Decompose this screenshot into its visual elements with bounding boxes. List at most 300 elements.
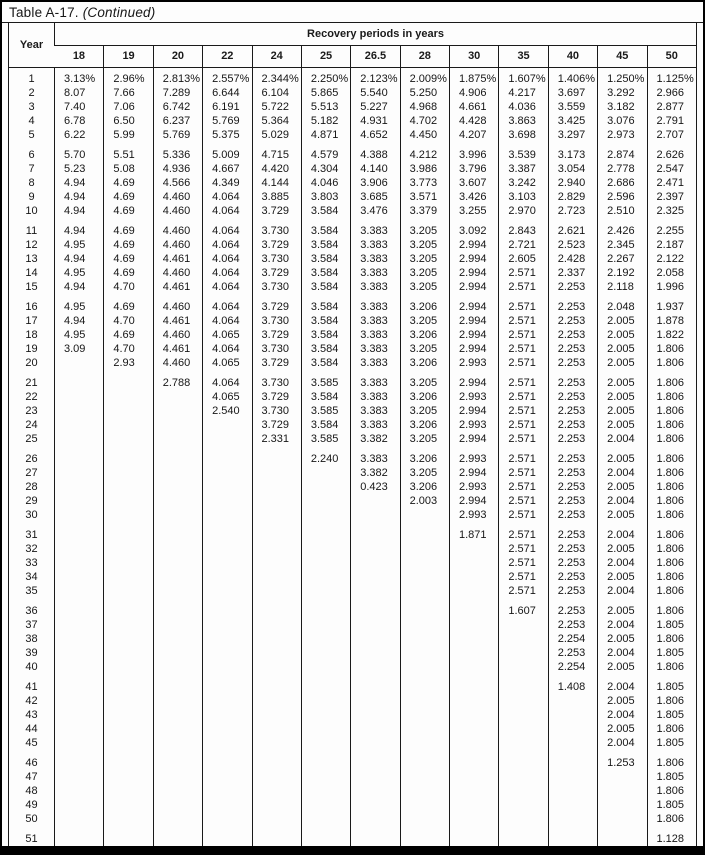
table-row-year-3	[9, 100, 697, 114]
value-cell-50yr: 1.806	[647, 784, 697, 798]
value-cell-18yr: 4.94	[55, 190, 104, 204]
value-cell-18yr: 4.94	[55, 280, 104, 294]
value-cell-20yr	[153, 432, 202, 446]
value-cell-50yr: 1.806	[647, 418, 697, 432]
value-cell-35yr: 3.242	[499, 176, 548, 190]
value-cell-19yr	[104, 770, 153, 784]
value-cell-26.5yr	[351, 570, 400, 584]
year-cell: 27	[25, 466, 38, 479]
value-cell-50yr: 2.471	[647, 176, 697, 190]
table-row-year-1	[9, 67, 697, 86]
value-cell-19yr: 2.93	[104, 356, 153, 370]
value-cell-26.5yr: 3.383	[351, 356, 400, 370]
value-cell-26.5yr	[351, 812, 400, 826]
value-cell-18yr: 4.95	[55, 328, 104, 342]
value-cell-45yr: 2.005	[598, 660, 647, 674]
value-cell-19yr	[104, 680, 153, 694]
value-cell-25yr: 5.182	[301, 114, 350, 128]
year-cell: 10	[25, 204, 38, 217]
value-cell-25yr: 5.865	[301, 86, 350, 100]
value-cell-25yr: 3.585	[301, 432, 350, 446]
value-cell-35yr: 2.571	[499, 418, 548, 432]
year-cell: 44	[25, 722, 38, 735]
value-cell-19yr	[104, 646, 153, 660]
col-header-19: 19	[104, 45, 153, 67]
value-cell-35yr: 2.721	[499, 238, 548, 252]
value-cell-50yr: 1.937	[647, 300, 697, 314]
value-cell-28yr: 4.450	[400, 128, 449, 142]
col-header-22: 22	[203, 45, 252, 67]
table-row-year-28	[9, 480, 697, 494]
value-cell-22yr	[203, 494, 252, 508]
value-cell-35yr: 2.571	[499, 556, 548, 570]
value-cell-50yr: 1.806	[647, 494, 697, 508]
value-cell-20yr	[153, 646, 202, 660]
value-cell-45yr: 2.005	[598, 356, 647, 370]
value-cell-22yr	[203, 418, 252, 432]
table-row-year-34	[9, 570, 697, 584]
value-cell-18yr: 8.07	[55, 86, 104, 100]
value-cell-40yr: 3.559	[548, 100, 597, 114]
value-cell-50yr: 1.128	[647, 832, 697, 846]
value-cell-25yr: 3.584	[301, 314, 350, 328]
value-cell-40yr: 2.253	[548, 356, 597, 370]
value-cell-45yr: 2.004	[598, 736, 647, 750]
value-cell-45yr: 2.005	[598, 508, 647, 522]
value-cell-28yr: 3.206	[400, 390, 449, 404]
value-cell-30yr	[450, 812, 499, 826]
value-cell-22yr	[203, 798, 252, 812]
table-row-year-18	[9, 328, 697, 342]
value-cell-24yr: 6.104	[252, 86, 301, 100]
value-cell-24yr: 2.331	[252, 432, 301, 446]
value-cell-22yr: 4.064	[203, 252, 252, 266]
value-cell-22yr: 4.064	[203, 238, 252, 252]
value-cell-20yr	[153, 542, 202, 556]
value-cell-45yr: 2.004	[598, 646, 647, 660]
value-cell-40yr	[548, 784, 597, 798]
year-cell: 17	[25, 314, 38, 327]
value-cell-28yr: 3.205	[400, 376, 449, 390]
value-cell-35yr: 2.571	[499, 466, 548, 480]
value-cell-24yr: 3.729	[252, 418, 301, 432]
value-cell-20yr: 4.461	[153, 314, 202, 328]
value-cell-45yr: 2.005	[598, 480, 647, 494]
value-cell-24yr	[252, 756, 301, 770]
value-cell-45yr: 2.267	[598, 252, 647, 266]
value-cell-35yr: 2.571	[499, 390, 548, 404]
value-cell-19yr	[104, 784, 153, 798]
value-cell-45yr	[598, 812, 647, 826]
value-cell-20yr	[153, 466, 202, 480]
value-cell-25yr	[301, 494, 350, 508]
value-cell-35yr: 1.607	[499, 604, 548, 618]
spacer-cell	[400, 846, 449, 847]
value-cell-20yr: 4.460	[153, 328, 202, 342]
value-cell-19yr	[104, 528, 153, 542]
value-cell-22yr: 5.769	[203, 114, 252, 128]
value-cell-30yr: 2.993	[450, 418, 499, 432]
value-cell-24yr	[252, 708, 301, 722]
value-cell-30yr: 2.994	[450, 280, 499, 294]
value-cell-20yr: 4.936	[153, 162, 202, 176]
table-row-year-33	[9, 556, 697, 570]
value-cell-25yr	[301, 832, 350, 846]
value-cell-35yr: 2.970	[499, 204, 548, 218]
value-cell-26.5yr: 3.383	[351, 452, 400, 466]
table-title-main: Table A-17.	[9, 5, 79, 20]
value-cell-25yr: 4.304	[301, 162, 350, 176]
value-cell-35yr: 2.571	[499, 376, 548, 390]
value-cell-25yr: 3.584	[301, 390, 350, 404]
value-cell-45yr: 2.005	[598, 604, 647, 618]
value-cell-18yr: 4.94	[55, 252, 104, 266]
value-cell-25yr	[301, 618, 350, 632]
value-cell-26.5yr	[351, 708, 400, 722]
value-cell-30yr: 1.871	[450, 528, 499, 542]
value-cell-25yr	[301, 584, 350, 598]
value-cell-45yr: 2.004	[598, 556, 647, 570]
value-cell-35yr: 3.698	[499, 128, 548, 142]
value-cell-24yr: 3.730	[252, 280, 301, 294]
value-cell-35yr: 3.539	[499, 148, 548, 162]
header-columns-row	[9, 45, 697, 67]
value-cell-50yr: 1.806	[647, 480, 697, 494]
value-cell-30yr: 2.994	[450, 252, 499, 266]
table-row-year-14	[9, 266, 697, 280]
value-cell-20yr: 4.461	[153, 342, 202, 356]
value-cell-20yr: 4.566	[153, 176, 202, 190]
value-cell-28yr: 4.968	[400, 100, 449, 114]
value-cell-24yr	[252, 832, 301, 846]
value-cell-30yr: 3.426	[450, 190, 499, 204]
value-cell-28yr	[400, 736, 449, 750]
table-row-year-39	[9, 646, 697, 660]
value-cell-18yr: 4.94	[55, 176, 104, 190]
value-cell-20yr: 6.742	[153, 100, 202, 114]
value-cell-25yr: 5.513	[301, 100, 350, 114]
value-cell-26.5yr	[351, 528, 400, 542]
value-cell-30yr: 3.092	[450, 224, 499, 238]
value-cell-26.5yr	[351, 618, 400, 632]
value-cell-35yr	[499, 722, 548, 736]
value-cell-25yr	[301, 542, 350, 556]
col-header-30: 30	[450, 45, 499, 67]
table-row-year-20	[9, 356, 697, 370]
value-cell-50yr: 1.878	[647, 314, 697, 328]
value-cell-45yr: 3.076	[598, 114, 647, 128]
value-cell-35yr: 2.571	[499, 328, 548, 342]
value-cell-45yr: 3.182	[598, 100, 647, 114]
value-cell-18yr	[55, 812, 104, 826]
value-cell-50yr: 1.805	[647, 798, 697, 812]
value-cell-19yr	[104, 466, 153, 480]
year-cell: 28	[25, 480, 38, 493]
value-cell-35yr: 2.571	[499, 508, 548, 522]
value-cell-22yr: 4.064	[203, 376, 252, 390]
value-cell-22yr	[203, 542, 252, 556]
value-cell-20yr: 4.461	[153, 252, 202, 266]
value-cell-24yr: 3.729	[252, 390, 301, 404]
value-cell-18yr	[55, 432, 104, 446]
value-cell-26.5yr: 5.540	[351, 86, 400, 100]
value-cell-45yr	[598, 770, 647, 784]
spacer-cell	[499, 846, 548, 847]
value-cell-25yr: 3.584	[301, 238, 350, 252]
value-cell-30yr: 2.994	[450, 404, 499, 418]
year-cell: 41	[25, 680, 38, 693]
value-cell-24yr: 5.722	[252, 100, 301, 114]
value-cell-20yr	[153, 390, 202, 404]
value-cell-22yr: 4.064	[203, 300, 252, 314]
value-cell-26.5yr: 3.383	[351, 300, 400, 314]
value-cell-30yr	[450, 798, 499, 812]
table-row-year-27	[9, 466, 697, 480]
value-cell-35yr	[499, 708, 548, 722]
value-cell-26.5yr	[351, 756, 400, 770]
value-cell-18yr: 3.13%	[55, 67, 104, 86]
value-cell-50yr: 1.805	[647, 618, 697, 632]
value-cell-18yr	[55, 770, 104, 784]
value-cell-20yr	[153, 756, 202, 770]
value-cell-50yr: 2.058	[647, 266, 697, 280]
value-cell-18yr: 4.94	[55, 224, 104, 238]
value-cell-22yr: 4.064	[203, 204, 252, 218]
value-cell-50yr: 1.806	[647, 342, 697, 356]
value-cell-18yr	[55, 418, 104, 432]
value-cell-40yr: 2.253	[548, 314, 597, 328]
value-cell-18yr	[55, 646, 104, 660]
value-cell-45yr: 2.426	[598, 224, 647, 238]
value-cell-35yr	[499, 812, 548, 826]
value-cell-24yr	[252, 798, 301, 812]
value-cell-19yr	[104, 556, 153, 570]
value-cell-24yr	[252, 508, 301, 522]
year-cell: 33	[25, 556, 38, 569]
value-cell-40yr: 2.253	[548, 508, 597, 522]
value-cell-22yr: 2.540	[203, 404, 252, 418]
value-cell-45yr: 1.253	[598, 756, 647, 770]
value-cell-19yr	[104, 756, 153, 770]
value-cell-40yr: 1.408	[548, 680, 597, 694]
value-cell-18yr	[55, 480, 104, 494]
year-cell: 51	[25, 832, 38, 845]
value-cell-18yr	[55, 736, 104, 750]
value-cell-30yr	[450, 556, 499, 570]
year-cell: 9	[28, 190, 35, 203]
value-cell-50yr: 1.805	[647, 770, 697, 784]
value-cell-40yr	[548, 722, 597, 736]
value-cell-24yr: 3.729	[252, 238, 301, 252]
value-cell-19yr	[104, 660, 153, 674]
value-cell-25yr	[301, 466, 350, 480]
table-body	[9, 67, 697, 846]
value-cell-25yr	[301, 708, 350, 722]
value-cell-35yr: 2.571	[499, 452, 548, 466]
value-cell-22yr	[203, 784, 252, 798]
col-header-18: 18	[55, 45, 104, 67]
table-row-year-13	[9, 252, 697, 266]
value-cell-25yr: 3.584	[301, 224, 350, 238]
value-cell-18yr	[55, 570, 104, 584]
value-cell-28yr	[400, 618, 449, 632]
value-cell-40yr: 2.253	[548, 528, 597, 542]
value-cell-40yr: 2.428	[548, 252, 597, 266]
value-cell-50yr: 1.806	[647, 466, 697, 480]
value-cell-20yr	[153, 452, 202, 466]
value-cell-50yr: 1.996	[647, 280, 697, 294]
value-cell-28yr	[400, 812, 449, 826]
value-cell-50yr: 1.806	[647, 432, 697, 446]
value-cell-35yr: 3.387	[499, 162, 548, 176]
value-cell-26.5yr: 4.652	[351, 128, 400, 142]
value-cell-24yr	[252, 646, 301, 660]
value-cell-28yr: 3.206	[400, 480, 449, 494]
col-header-28: 28	[400, 45, 449, 67]
value-cell-26.5yr	[351, 798, 400, 812]
value-cell-45yr: 3.292	[598, 86, 647, 100]
table-row-year-5	[9, 128, 697, 142]
table-row-year-36	[9, 604, 697, 618]
value-cell-28yr	[400, 756, 449, 770]
value-cell-18yr	[55, 508, 104, 522]
value-cell-18yr	[55, 452, 104, 466]
value-cell-35yr	[499, 646, 548, 660]
value-cell-18yr: 4.95	[55, 266, 104, 280]
value-cell-30yr	[450, 694, 499, 708]
value-cell-30yr	[450, 708, 499, 722]
value-cell-22yr: 4.064	[203, 190, 252, 204]
value-cell-24yr: 3.730	[252, 342, 301, 356]
value-cell-24yr: 5.029	[252, 128, 301, 142]
value-cell-22yr	[203, 570, 252, 584]
value-cell-24yr	[252, 556, 301, 570]
value-cell-24yr: 5.364	[252, 114, 301, 128]
value-cell-19yr	[104, 632, 153, 646]
value-cell-28yr: 3.205	[400, 314, 449, 328]
value-cell-24yr: 3.729	[252, 328, 301, 342]
value-cell-30yr: 2.993	[450, 508, 499, 522]
value-cell-22yr	[203, 480, 252, 494]
year-cell: 7	[28, 162, 35, 175]
year-cell: 48	[25, 784, 38, 797]
value-cell-19yr: 4.69	[104, 176, 153, 190]
value-cell-18yr: 4.94	[55, 204, 104, 218]
year-cell: 1	[28, 72, 35, 85]
value-cell-28yr: 3.205	[400, 280, 449, 294]
value-cell-20yr: 7.289	[153, 86, 202, 100]
value-cell-18yr	[55, 632, 104, 646]
value-cell-35yr	[499, 680, 548, 694]
value-cell-28yr	[400, 556, 449, 570]
value-cell-26.5yr	[351, 660, 400, 674]
col-header-45: 45	[598, 45, 647, 67]
value-cell-30yr: 2.993	[450, 356, 499, 370]
value-cell-45yr: 2.005	[598, 390, 647, 404]
value-cell-18yr	[55, 542, 104, 556]
value-cell-35yr	[499, 618, 548, 632]
value-cell-22yr: 6.191	[203, 100, 252, 114]
value-cell-40yr: 2.253	[548, 328, 597, 342]
value-cell-50yr: 1.806	[647, 660, 697, 674]
value-cell-24yr	[252, 770, 301, 784]
value-cell-45yr: 2.004	[598, 680, 647, 694]
value-cell-24yr: 4.420	[252, 162, 301, 176]
value-cell-40yr: 2.253	[548, 646, 597, 660]
value-cell-22yr	[203, 584, 252, 598]
year-cell: 40	[25, 660, 38, 673]
value-cell-19yr: 4.70	[104, 314, 153, 328]
table-row-year-49	[9, 798, 697, 812]
value-cell-30yr	[450, 832, 499, 846]
value-cell-24yr	[252, 542, 301, 556]
table-row-year-24	[9, 418, 697, 432]
value-cell-26.5yr: 3.383	[351, 224, 400, 238]
value-cell-20yr: 4.461	[153, 280, 202, 294]
value-cell-18yr: 4.95	[55, 300, 104, 314]
value-cell-20yr	[153, 784, 202, 798]
value-cell-22yr: 5.009	[203, 148, 252, 162]
value-cell-22yr	[203, 432, 252, 446]
value-cell-24yr	[252, 466, 301, 480]
value-cell-35yr	[499, 694, 548, 708]
value-cell-25yr	[301, 528, 350, 542]
value-cell-35yr	[499, 632, 548, 646]
spacer-cell	[153, 846, 202, 847]
value-cell-18yr: 4.94	[55, 314, 104, 328]
value-cell-45yr: 2.005	[598, 342, 647, 356]
value-cell-35yr	[499, 736, 548, 750]
table-row-year-4	[9, 114, 697, 128]
value-cell-40yr: 2.621	[548, 224, 597, 238]
value-cell-18yr	[55, 784, 104, 798]
value-cell-45yr: 2.005	[598, 376, 647, 390]
value-cell-28yr	[400, 604, 449, 618]
value-cell-22yr	[203, 680, 252, 694]
value-cell-35yr: 3.863	[499, 114, 548, 128]
value-cell-18yr: 4.95	[55, 238, 104, 252]
value-cell-40yr	[548, 798, 597, 812]
value-cell-26.5yr	[351, 784, 400, 798]
year-cell: 26	[25, 452, 38, 465]
value-cell-50yr: 1.806	[647, 356, 697, 370]
table-row-year-16	[9, 300, 697, 314]
value-cell-26.5yr: 3.383	[351, 314, 400, 328]
value-cell-25yr: 3.584	[301, 356, 350, 370]
value-cell-26.5yr: 3.383	[351, 404, 400, 418]
table-row-year-15	[9, 280, 697, 294]
value-cell-28yr	[400, 798, 449, 812]
table-row-year-23	[9, 404, 697, 418]
value-cell-20yr	[153, 618, 202, 632]
spacer-cell	[548, 846, 597, 847]
spacer-cell	[9, 846, 55, 847]
value-cell-24yr	[252, 736, 301, 750]
value-cell-22yr	[203, 604, 252, 618]
value-cell-50yr: 2.626	[647, 148, 697, 162]
value-cell-35yr: 2.605	[499, 252, 548, 266]
value-cell-30yr	[450, 604, 499, 618]
year-cell: 47	[25, 770, 38, 783]
value-cell-26.5yr	[351, 604, 400, 618]
value-cell-45yr: 2.004	[598, 584, 647, 598]
value-cell-26.5yr	[351, 770, 400, 784]
value-cell-35yr: 2.571	[499, 528, 548, 542]
value-cell-26.5yr: 5.227	[351, 100, 400, 114]
table-header	[9, 23, 697, 67]
value-cell-30yr	[450, 618, 499, 632]
value-cell-35yr: 4.036	[499, 100, 548, 114]
